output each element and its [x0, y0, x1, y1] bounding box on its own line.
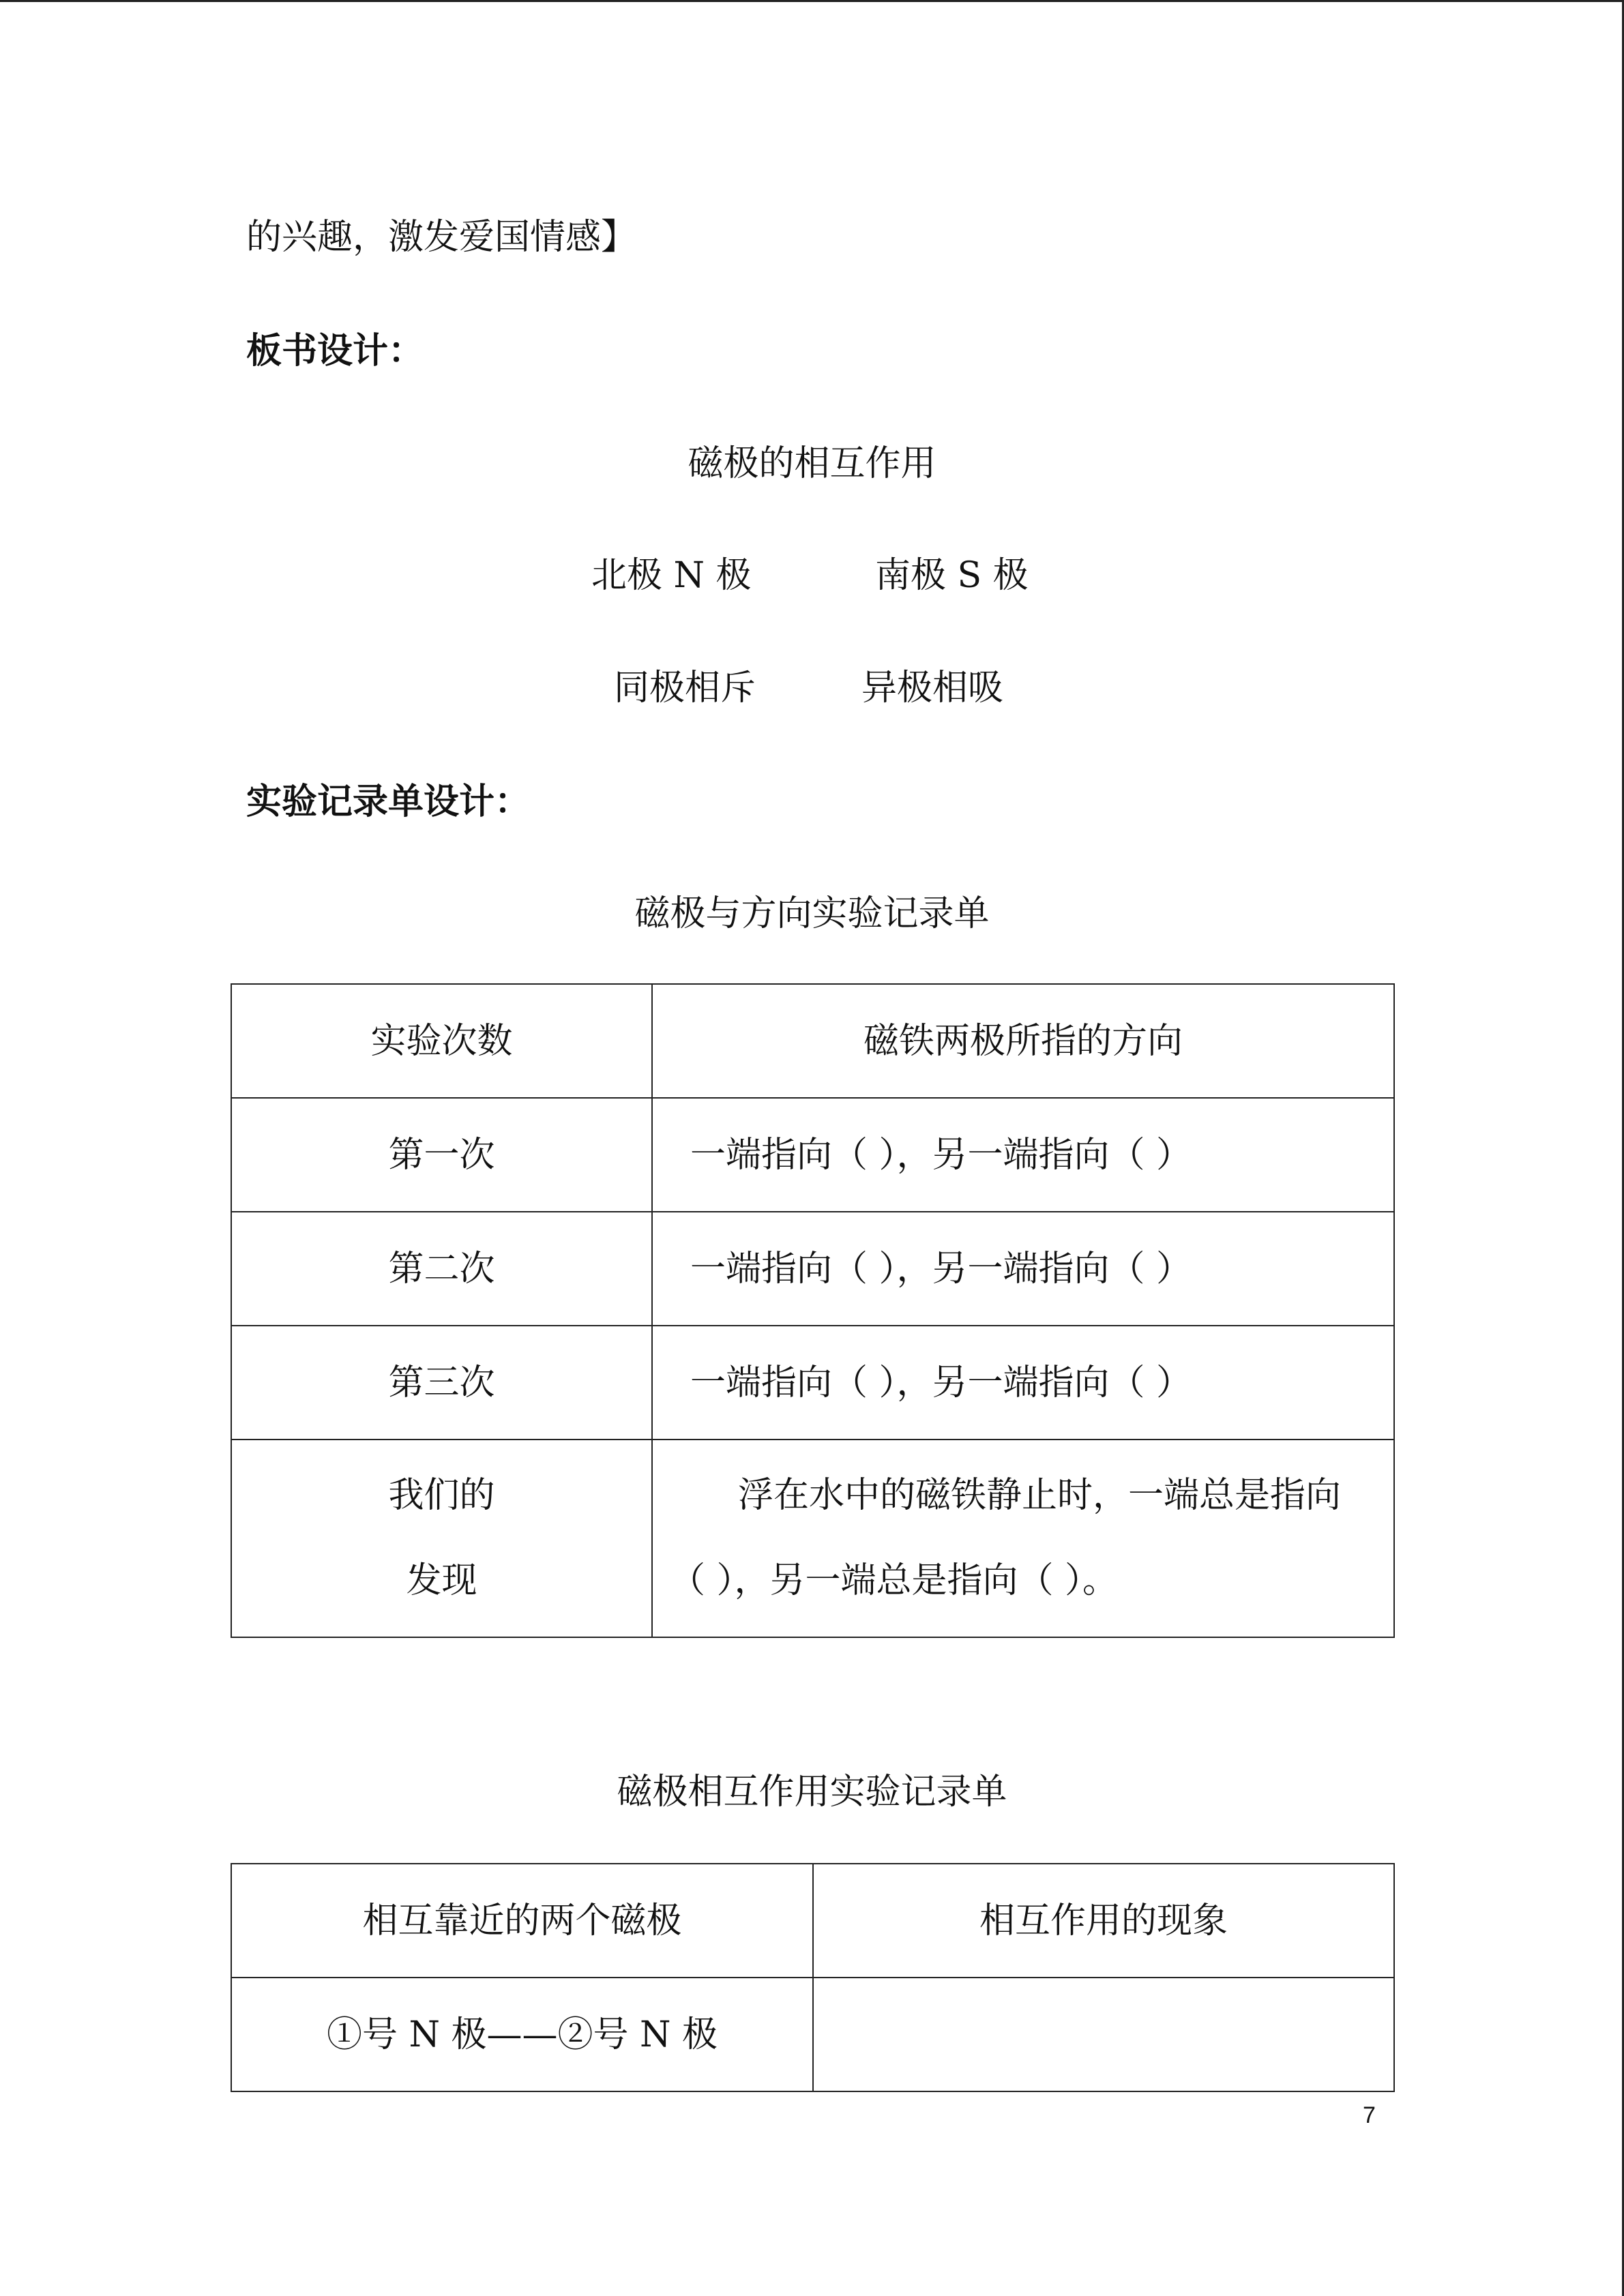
table-row [231, 1326, 1394, 1440]
board-design-heading: 板书设计： [246, 331, 424, 372]
table-header-row [231, 984, 1394, 1098]
header-phenomenon: 相互作用的现象 [813, 1864, 1394, 1978]
finding-label [231, 1440, 652, 1637]
finding-row [231, 1440, 1394, 1637]
south-pole-label: 南极 S 极 [875, 555, 1029, 596]
record-sheet-heading: 实验记录单设计： [246, 781, 531, 822]
unlike-poles-attract: 异极相吸 [861, 668, 1004, 709]
like-poles-repel: 同极相斥 [614, 668, 756, 709]
trial-label: 第二次 [231, 1212, 652, 1326]
finding-label-line1: 我们的 [388, 1475, 495, 1516]
pole-pair: ①号 N 极——②号 N 极 [231, 1978, 813, 2091]
table-row [231, 1212, 1394, 1326]
trial-direction: 一端指向（ ），另一端指向（ ） [652, 1326, 1394, 1440]
table-row [231, 1978, 1394, 2091]
pole-interaction-table [231, 1863, 1395, 2092]
header-pole-pair: 相互靠近的两个磁极 [231, 1864, 813, 1978]
trial-label: 第三次 [231, 1326, 652, 1440]
trial-direction: 一端指向（ ），另一端指向（ ） [652, 1212, 1394, 1326]
trial-direction: 一端指向（ ），另一端指向（ ） [652, 1098, 1394, 1212]
finding-label-line2: 发现 [406, 1560, 477, 1601]
finding-text [652, 1440, 1394, 1637]
table-header-row [231, 1864, 1394, 1978]
header-trial-count: 实验次数 [231, 984, 652, 1098]
page-top-border [0, 0, 1624, 2]
finding-sentence: 浮在水中的磁铁静止时，一端总是指向（ ），另一端总是指向（ ）。 [670, 1475, 1342, 1601]
table1-title: 磁极与方向实验记录单 [634, 893, 990, 934]
interaction-phenomenon [813, 1978, 1394, 2091]
pole-direction-table [231, 983, 1395, 1638]
page-number: 7 [1363, 2102, 1376, 2128]
table2-title: 磁极相互作用实验记录单 [617, 1772, 1007, 1813]
header-pole-direction: 磁铁两极所指的方向 [652, 984, 1394, 1098]
table-row [231, 1098, 1394, 1212]
board-title: 磁极的相互作用 [688, 443, 936, 484]
north-pole-label: 北极 N 极 [591, 555, 752, 596]
trial-label: 第一次 [231, 1098, 652, 1212]
continuation-line: 的兴趣，激发爱国情感】 [246, 217, 637, 258]
